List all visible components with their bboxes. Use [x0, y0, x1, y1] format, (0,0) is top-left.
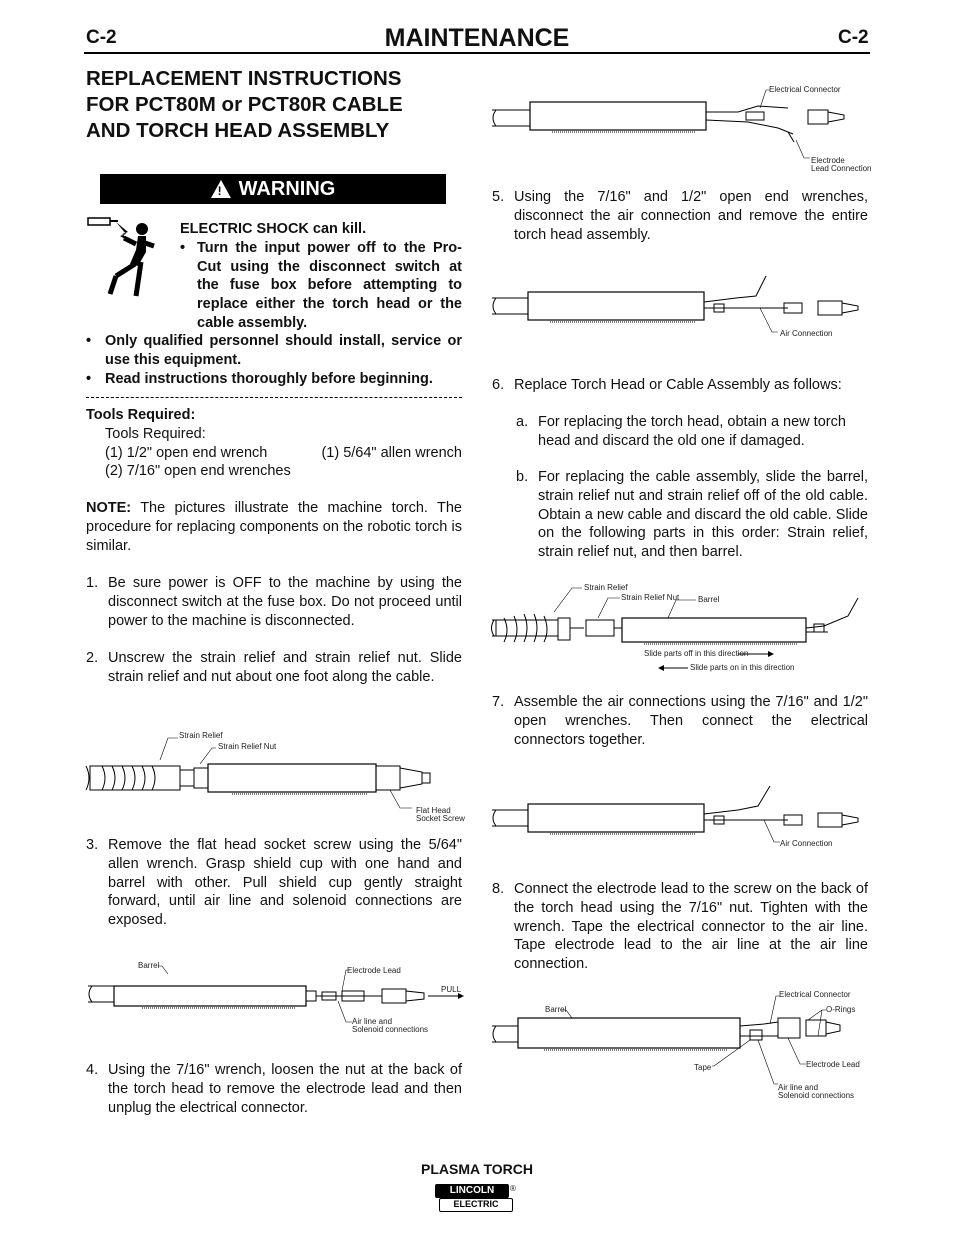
label-electrical-connector-8: Electrical Connector — [779, 990, 851, 999]
warning-bullet-qualified: • Only qualified personnel should install, service or use this equipment. — [86, 333, 462, 368]
page-code-right: C-2 — [838, 27, 869, 48]
label-electrode-lead: Electrode Lead — [347, 966, 401, 975]
label-strain-relief-nut: Strain Relief Nut — [218, 742, 277, 751]
shock-warning — [180, 220, 462, 333]
heading-line-1: REPLACEMENT INSTRUCTIONS — [86, 67, 402, 90]
figure-pull-shield-cup — [82, 956, 466, 1038]
figure-air-connection — [488, 268, 872, 344]
label-o-rings: O-Rings — [826, 1005, 856, 1014]
figure-slide-parts — [488, 578, 872, 676]
label-electrical-connector: Electrical Connector — [769, 85, 841, 94]
lincoln-electric-logo — [435, 1184, 515, 1214]
substep-a: a. For replacing the torch head, obtain a new torch head and discard the old one if damaged. — [516, 414, 846, 449]
shock-title: ELECTRIC SHOCK can kill. — [180, 221, 367, 237]
step-1: 1. Be sure power is OFF to the machine by using the disconnect switch at the fuse box. Do not proceed until power to the machine is disconnected. — [86, 575, 462, 629]
warning-divider — [86, 397, 462, 398]
label-air-connection-7: Air Connection — [780, 839, 833, 848]
label-electrode-lead-8: Electrode Lead — [806, 1060, 860, 1069]
warning-triangle-icon: ! — [211, 180, 231, 198]
electric-shock-icon — [86, 214, 166, 298]
tools-row-2: (2) 7/16" open end wrenches — [105, 463, 291, 480]
label-barrel-8: Barrel — [545, 1005, 567, 1014]
label-barrel: Barrel — [138, 961, 160, 970]
heading-line-2: FOR PCT80M or PCT80R CABLE — [86, 93, 403, 116]
note-text: The pictures illustrate the machine torch. The procedure for replacing components on the robotic torch is similar. — [86, 500, 462, 554]
page-title: MAINTENANCE — [384, 24, 570, 52]
warning-banner — [100, 174, 446, 204]
warning-bullet-read: • Read instructions thoroughly before beginning. — [86, 370, 433, 387]
shock-bullet: • Turn the input power off to the Pro-Cut using the disconnect switch at the fuse box before attempting to replace either the torch head or the cable assembly. — [180, 239, 462, 331]
tools-heading: Tools Required: — [86, 407, 196, 423]
step-4: 4. Using the 7/16" wrench, loosen the nut at the back of the torch head to remove the electrode lead and then unplug the electrical connector. — [86, 1062, 462, 1116]
header-rule — [84, 52, 870, 54]
label-strain-relief-6: Strain Relief — [584, 583, 628, 592]
label-air-line: Air line and — [352, 1017, 393, 1026]
label-solenoid-connections-8: Solenoid connections — [778, 1091, 855, 1100]
step-6: 6. Replace Torch Head or Cable Assembly as follows: — [492, 377, 842, 393]
warning-bullets — [86, 332, 462, 388]
label-slide-off: Slide parts off in this direction — [644, 649, 749, 658]
tools-row-1: (1) 1/2" open end wrench (1) 5/64" allen wrench — [105, 444, 462, 461]
label-strain-relief-nut-6: Strain Relief Nut — [621, 593, 680, 602]
step-3: 3. Remove the flat head socket screw using the 5/64" allen wrench. Grasp shield cup with one hand and barrel with other. Pull shield cup gently straight forward, until air line and solenoid connections are exposed. — [86, 837, 462, 929]
step-7: 7. Assemble the air connections using the 7/16" and 1/2" open wrenches. Then connect the electrical connectors together. — [492, 694, 868, 748]
tools-subheading: Tools Required: — [105, 425, 206, 442]
warning-label: WARNING — [238, 177, 336, 200]
page-code-left: C-2 — [86, 27, 117, 48]
figure-electrical-connector — [488, 82, 872, 178]
label-strain-relief: Strain Relief — [179, 731, 223, 740]
section-heading — [86, 66, 466, 144]
step-2: 2. Unscrew the strain relief and strain relief nut. Slide strain relief and nut about one foot along the cable. — [86, 650, 462, 685]
logo-top: LINCOLN — [435, 1184, 509, 1198]
label-tape: Tape — [694, 1063, 712, 1072]
label-pull: PULL — [441, 985, 462, 994]
label-barrel-6: Barrel — [698, 595, 720, 604]
step-5: 5. Using the 7/16" and 1/2" open end wrenches, disconnect the air connection and remove the entire torch head assembly. — [492, 189, 868, 243]
logo-bottom: ELECTRIC — [439, 1198, 513, 1212]
label-slide-on: Slide parts on in this direction — [690, 663, 795, 672]
note-label: NOTE: — [86, 500, 132, 516]
figure-final-assembly — [488, 986, 872, 1104]
label-air-connection: Air Connection — [780, 329, 833, 338]
step-8: 8. Connect the electrode lead to the screw on the back of the torch head using the 7/16" nut. Tighten with the wrench. Tape the electrical connector to the air line. Tape electrode lead to the air line at the air line connection. — [492, 881, 868, 973]
tools-section — [86, 406, 462, 481]
note-paragraph — [86, 499, 462, 555]
figure-air-connection-assembled — [488, 778, 872, 854]
label-electrode: Electrode — [811, 156, 845, 165]
label-flat-head: Flat Head — [416, 806, 451, 815]
figure-strain-relief — [82, 728, 466, 828]
footer-product: PLASMA TORCH — [421, 1161, 533, 1177]
label-socket-screw: Socket Screw — [416, 814, 465, 823]
logo-registered-mark: ® — [510, 1184, 516, 1193]
heading-line-3: AND TORCH HEAD ASSEMBLY — [86, 119, 390, 142]
label-solenoid-connections: Solenoid connections — [352, 1025, 429, 1034]
substep-b: b. For replacing the cable assembly, slide the barrel, strain relief nut and strain relief off of the old cable. Obtain a new cable and discard the old cable. Slide on the following parts in this order: Strain relief, strain relief nut, and then barrel. — [516, 469, 868, 561]
label-lead-connection: Lead Connection — [811, 164, 872, 173]
label-air-line-8: Air line and — [778, 1083, 819, 1092]
